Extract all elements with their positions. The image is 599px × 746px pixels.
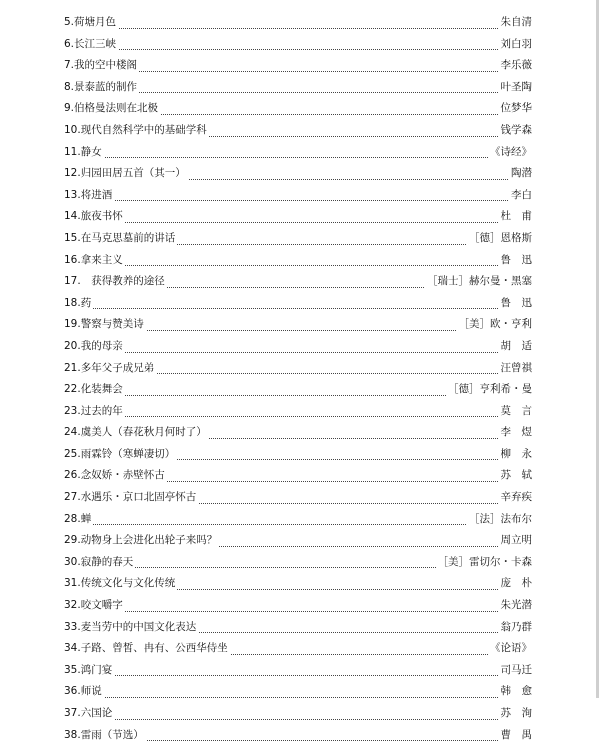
entry-title: 10.现代自然科学中的基础学科	[64, 120, 209, 142]
entry-author: 鲁 迅	[499, 250, 533, 272]
toc-entry[interactable]	[64, 401, 532, 423]
table-of-contents	[64, 12, 532, 746]
entry-title: 38.雷雨（节选）	[64, 725, 146, 746]
entry-title: 24.虞美人（春花秋月何时了）	[64, 422, 209, 444]
toc-entry[interactable]	[64, 703, 532, 725]
entry-title: 6.长江三峡	[64, 34, 118, 56]
entry-title: 9.伯格曼法则在北极	[64, 98, 160, 120]
entry-author: 李乐薇	[499, 55, 533, 77]
entry-author: 翁乃群	[499, 617, 533, 639]
entry-title: 32.咬文嚼字	[64, 595, 125, 617]
dot-leader	[64, 416, 532, 417]
entry-author: 苏 洵	[499, 703, 533, 725]
entry-title: 27.水遇乐・京口北固亭怀古	[64, 487, 198, 509]
entry-author: 周立明	[499, 530, 533, 552]
entry-title: 20.我的母亲	[64, 336, 125, 358]
toc-entry[interactable]	[64, 98, 532, 120]
entry-author: 朱自清	[499, 12, 533, 34]
toc-entry[interactable]	[64, 530, 532, 552]
toc-entry[interactable]	[64, 163, 532, 185]
entry-author: 李白	[509, 185, 532, 207]
entry-title: 30.寂静的春天	[64, 552, 135, 574]
entry-author: 陶潜	[509, 163, 532, 185]
toc-entry[interactable]	[64, 422, 532, 444]
entry-author: 刘白羽	[499, 34, 533, 56]
entry-title: 35.鸿门宴	[64, 660, 114, 682]
entry-title: 28.蝉	[64, 509, 93, 531]
entry-title: 18.药	[64, 293, 93, 315]
entry-author: 韩 愈	[499, 681, 533, 703]
toc-entry[interactable]	[64, 552, 532, 574]
entry-author: 曹 禺	[499, 725, 533, 746]
dot-leader	[64, 719, 532, 720]
toc-entry[interactable]	[64, 681, 532, 703]
toc-entry[interactable]	[64, 314, 532, 336]
entry-author: 莫 言	[499, 401, 533, 423]
dot-leader	[64, 265, 532, 266]
entry-title: 15.在马克思墓前的讲话	[64, 228, 177, 250]
entry-author: 钱学森	[499, 120, 533, 142]
entry-title: 34.子路、曾皙、冉有、公西华侍坐	[64, 638, 230, 660]
dot-leader	[64, 611, 532, 612]
entry-title: 14.旅夜书怀	[64, 206, 125, 228]
entry-author: 叶圣陶	[499, 77, 533, 99]
entry-title: 19.警察与赞美诗	[64, 314, 146, 336]
entry-title: 37.六国论	[64, 703, 114, 725]
toc-entry[interactable]	[64, 487, 532, 509]
entry-author: ［法］法布尔	[467, 509, 532, 531]
toc-entry[interactable]	[64, 12, 532, 34]
toc-entry[interactable]	[64, 358, 532, 380]
toc-entry[interactable]	[64, 573, 532, 595]
dot-leader	[64, 675, 532, 676]
entry-title: 13.将进酒	[64, 185, 114, 207]
entry-author: 司马迁	[499, 660, 533, 682]
entry-title: 22.化装舞会	[64, 379, 125, 401]
entry-title: 11.静女	[64, 142, 104, 164]
toc-entry[interactable]	[64, 142, 532, 164]
entry-author: 辛弃疾	[499, 487, 533, 509]
toc-entry[interactable]	[64, 465, 532, 487]
entry-author: 鲁 迅	[499, 293, 533, 315]
entry-title: 17. 获得教养的途径	[64, 271, 167, 293]
entry-title: 7.我的空中楼阁	[64, 55, 139, 77]
toc-entry[interactable]	[64, 617, 532, 639]
entry-title: 29.动物身上会进化出轮子来吗？	[64, 530, 219, 552]
entry-title: 12.归园田居五首（其一）	[64, 163, 188, 185]
dot-leader	[64, 28, 532, 29]
entry-author: ［瑞士］赫尔曼・黑塞	[425, 271, 532, 293]
dot-leader	[64, 524, 532, 525]
entry-title: 23.过去的年	[64, 401, 125, 423]
entry-author: ［德］恩格斯	[467, 228, 532, 250]
toc-entry[interactable]	[64, 293, 532, 315]
entry-author: 汪曾祺	[499, 358, 533, 380]
toc-entry[interactable]	[64, 509, 532, 531]
entry-author: 杜 甫	[499, 206, 533, 228]
entry-author: ［美］雷切尔・卡森	[436, 552, 533, 574]
dot-leader	[64, 352, 532, 353]
toc-entry[interactable]	[64, 271, 532, 293]
toc-entry[interactable]	[64, 250, 532, 272]
entry-author: 《诗经》	[488, 142, 532, 164]
entry-title: 31.传统文化与文化传统	[64, 573, 177, 595]
toc-entry[interactable]	[64, 55, 532, 77]
toc-entry[interactable]	[64, 336, 532, 358]
entry-title: 5.荷塘月色	[64, 12, 118, 34]
dot-leader	[64, 49, 532, 50]
entry-title: 16.拿来主义	[64, 250, 125, 272]
toc-entry[interactable]	[64, 34, 532, 56]
dot-leader	[64, 222, 532, 223]
toc-entry[interactable]	[64, 77, 532, 99]
entry-author: ［美］欧・亨利	[457, 314, 533, 336]
entry-author: 庞 朴	[499, 573, 533, 595]
entry-author: 李 煜	[499, 422, 533, 444]
entry-author: 苏 轼	[499, 465, 533, 487]
entry-author: 柳 永	[499, 444, 533, 466]
toc-entry[interactable]	[64, 595, 532, 617]
dot-leader	[64, 308, 532, 309]
entry-title: 33.麦当劳中的中国文化表达	[64, 617, 198, 639]
entry-title: 25.雨霖铃（寒蝉凄切）	[64, 444, 177, 466]
dot-leader	[64, 157, 532, 158]
toc-entry[interactable]	[64, 444, 532, 466]
entry-author: 胡 适	[499, 336, 533, 358]
toc-entry[interactable]	[64, 660, 532, 682]
toc-entry[interactable]	[64, 379, 532, 401]
toc-entry[interactable]	[64, 638, 532, 660]
entry-author: 《论语》	[488, 638, 532, 660]
entry-title: 21.多年父子成兄弟	[64, 358, 156, 380]
toc-entry[interactable]	[64, 228, 532, 250]
toc-entry[interactable]	[64, 120, 532, 142]
entry-title: 26.念奴娇・赤壁怀古	[64, 465, 167, 487]
entry-author: 朱光潜	[499, 595, 533, 617]
toc-entry[interactable]	[64, 725, 532, 746]
entry-title: 36.师说	[64, 681, 104, 703]
dot-leader	[64, 200, 532, 201]
toc-entry[interactable]	[64, 206, 532, 228]
toc-entry[interactable]	[64, 185, 532, 207]
entry-author: ［德］亨利希・曼	[446, 379, 532, 401]
entry-title: 8.景泰蓝的制作	[64, 77, 139, 99]
entry-author: 位梦华	[499, 98, 533, 120]
